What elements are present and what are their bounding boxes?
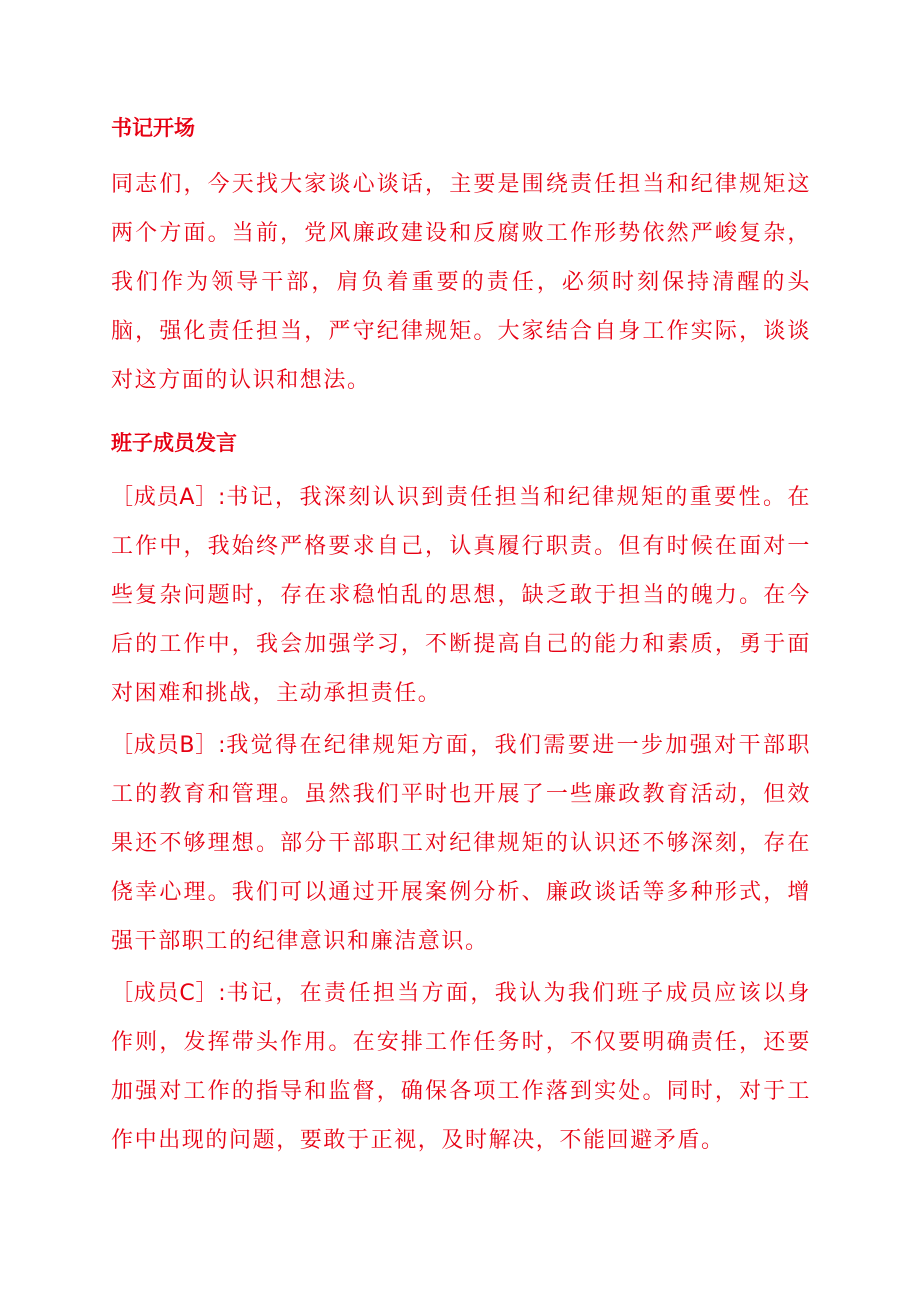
speech-text: 书记，我深刻认识到责任担当和纪律规矩的重要性。在工作中，我始终严格要求自己，认真履行职责。但有时候在面对一些复杂问题时，存在求稳怕乱的思想，缺乏敢于担当的魄力。在今后的工作中，我会加强学习，不断提高自己的能力和素质，勇于面对困难和挑战，主动承担责任。	[111, 485, 811, 706]
speech-text: 我觉得在纪律规矩方面，我们需要进一步加强对干部职工的教育和管理。虽然我们平时也开展了一些廉政教育活动，但效果还不够理想。部分干部职工对纪律规矩的认识还不够深刻，存在侥幸心理。我们可以通过开展案例分析、廉政谈话等多种形式，增强干部职工的纪律意识和廉洁意识。	[111, 733, 811, 954]
speech-member-b	[111, 721, 811, 966]
speaker-label: ［成员B］:	[111, 733, 226, 758]
speech-member-a	[111, 473, 811, 718]
speaker-label: ［成员C］:	[111, 981, 226, 1006]
document-page	[111, 110, 811, 1165]
section-heading-opening: 书记开场	[111, 116, 195, 140]
section-heading-members: 班子成员发言	[111, 431, 237, 455]
opening-paragraph: 同志们，今天找大家谈心谈话，主要是围绕责任担当和纪律规矩这两个方面。当前，党风廉政建设和反腐败工作形势依然严峻复杂，我们作为领导干部，肩负着重要的责任，必须时刻保持清醒的头脑，强化责任担当，严守纪律规矩。大家结合自身工作实际，谈谈对这方面的认识和想法。	[111, 172, 811, 393]
speech-member-c	[111, 969, 811, 1165]
speech-text: 书记，在责任担当方面，我认为我们班子成员应该以身作则，发挥带头作用。在安排工作任务时，不仅要明确责任，还要加强对工作的指导和监督，确保各项工作落到实处。同时，对于工作中出现的问题，要敢于正视，及时解决，不能回避矛盾。	[111, 981, 811, 1153]
speaker-label: ［成员A］:	[111, 485, 226, 510]
